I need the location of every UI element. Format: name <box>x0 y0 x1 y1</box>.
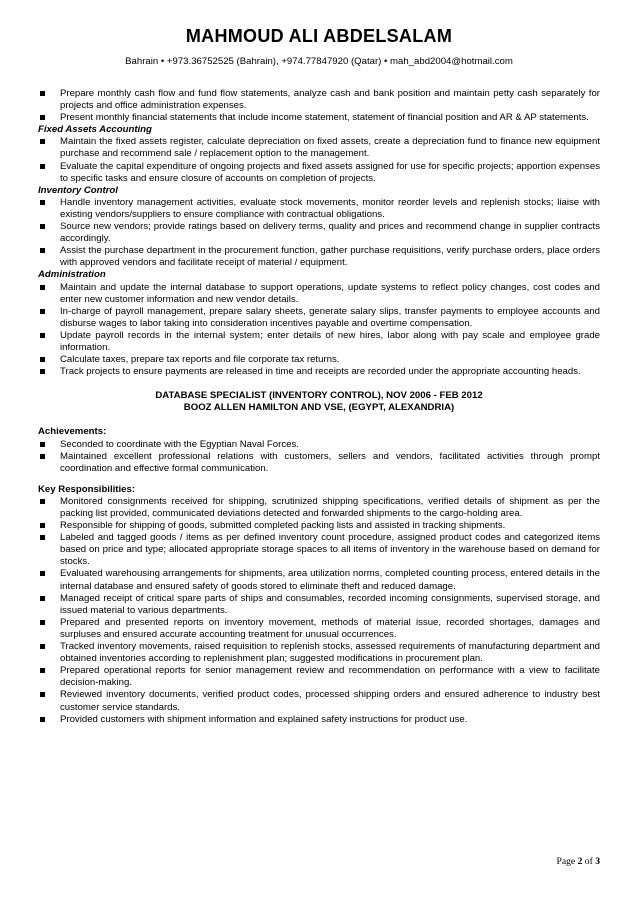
bullet-list-fixed-assets <box>38 136 600 184</box>
list-item: Evaluate the capital expenditure of ongoing projects and fixed assets assigned for use for specific projects; apportion expenses to specific tasks and ensure closure of accounts on completion of projects. <box>38 161 600 185</box>
list-item: Calculate taxes, prepare tax reports and file corporate tax returns. <box>38 354 600 366</box>
contact-line: Bahrain • +973.36752525 (Bahrain), +974.77847920 (Qatar) • mah_abd2004@hotmail.com <box>125 56 513 67</box>
list-item: Handle inventory management activities, evaluate stock movements, monitor reorder levels and replenish stocks; liaise with existing vendors/suppliers to ensure compliance with contractual obligations. <box>38 197 600 221</box>
list-item: Source new vendors; provide ratings based on delivery terms, quality and prices and recommend change in supplier contracts accordingly. <box>38 221 600 245</box>
job-company: BOOZ ALLEN HAMILTON AND VSE, (EGYPT, ALEXANDRIA) <box>183 402 455 414</box>
candidate-name: MAHMOUD ALI ABDELSALAM <box>185 26 453 46</box>
bullet-list-responsibilities <box>38 496 600 726</box>
list-item: Maintain the fixed assets register, calculate depreciation on fixed assets, create a depreciation fund to finance new equipment purchase and recommend sale / replacement option to the management. <box>38 136 600 160</box>
resume-body <box>38 88 600 726</box>
list-item: Present monthly financial statements that include income statement, statement of financial position and AR & AP statements. <box>38 112 600 124</box>
job-title: DATABASE SPECIALIST (INVENTORY CONTROL), NOV 2006 - FEB 2012 <box>155 390 483 402</box>
list-item: Maintained excellent professional relations with customers, sellers and vendors, facilitated activities through prompt coordination and effective formal communication. <box>38 451 600 475</box>
list-item: Managed receipt of critical spare parts of ships and consumables, recorded incoming consignments, supervised storage, and issued material to various departments. <box>38 593 600 617</box>
page-number <box>557 856 600 867</box>
list-item: Provided customers with shipment information and explained safety instructions for product use. <box>38 714 600 726</box>
page-of: of <box>584 856 593 867</box>
list-item: Prepared operational reports for senior management review and recommendation on performance with a view to facilitate decision-making. <box>38 665 600 689</box>
responsibilities-heading: Key Responsibilities: <box>38 483 136 495</box>
page-word: Page <box>556 856 576 867</box>
list-item: Update payroll records in the internal system; enter details of new hires, labor along with pay scale and employee grade information. <box>38 330 600 354</box>
page-current: 2 <box>577 856 583 867</box>
list-item: In-charge of payroll management, prepare salary sheets, generate salary slips, transfer payments to employee accounts and disburse wages to labor taking into consideration incentives payable and overtime compensation. <box>38 306 600 330</box>
list-item: Maintain and update the internal database to support operations, update systems to reflect policy changes, cost codes and enter new customer information and new vendor details. <box>38 282 600 306</box>
list-item: Responsible for shipping of goods, submitted completed packing lists and assisted in tracking shipments. <box>38 520 600 532</box>
bullet-list-inventory-control <box>38 197 600 270</box>
list-item: Assist the purchase department in the procurement function, gather purchase requisitions, verify purchase orders, place orders with approved vendors and facilitate receipt of material / equipment. <box>38 245 600 269</box>
section-heading-inventory-control: Inventory Control <box>38 184 118 196</box>
list-item: Evaluated warehousing arrangements for shipments, area utilization norms, completed counting process, entered details in the internal database and ensured safety of goods stored to eliminate theft and reduced damage. <box>38 568 600 592</box>
achievements-heading: Achievements: <box>38 426 107 438</box>
list-item: Prepare monthly cash flow and fund flow statements, analyze cash and bank position and maintain petty cash separately for projects and office administration expenses. <box>38 88 600 112</box>
section-heading-administration: Administration <box>38 269 106 281</box>
page-total: 3 <box>595 856 600 867</box>
list-item: Track projects to ensure payments are released in time and receipts are recorded under the appropriate accounting heads. <box>38 366 600 378</box>
list-item: Seconded to coordinate with the Egyptian Naval Forces. <box>38 439 600 451</box>
list-item: Monitored consignments received for shipping, scrutinized shipping specifications, verified details of shipment as per the packing list provided, communicated deviations detected and forwarded shipments to the cargo-holding area. <box>38 496 600 520</box>
list-item: Reviewed inventory documents, verified product codes, processed shipping orders and ensured adherence to industry best customer service standards. <box>38 689 600 713</box>
bullet-list-administration <box>38 282 600 379</box>
bullet-list-achievements <box>38 439 600 475</box>
list-item: Prepared and presented reports on inventory movement, methods of material issue, recorded shortages, damages and surpluses and ensured accurate accounting treatment for unusual occurrences. <box>38 617 600 641</box>
list-item: Labeled and tagged goods / items as per defined inventory count procedure, assigned product codes and categorized items based on price and type; allocated appropriate storage spaces to all items of inventory in the warehouse based on demand for stocks. <box>38 532 600 568</box>
list-item: Tracked inventory movements, raised requisition to replenish stocks, assessed requirements of manufacturing department and obtained inventories according to replenishment plan; suggested modifications in procurement plan. <box>38 641 600 665</box>
section-heading-fixed-assets: Fixed Assets Accounting <box>38 124 152 136</box>
bullet-list-general <box>38 88 600 124</box>
